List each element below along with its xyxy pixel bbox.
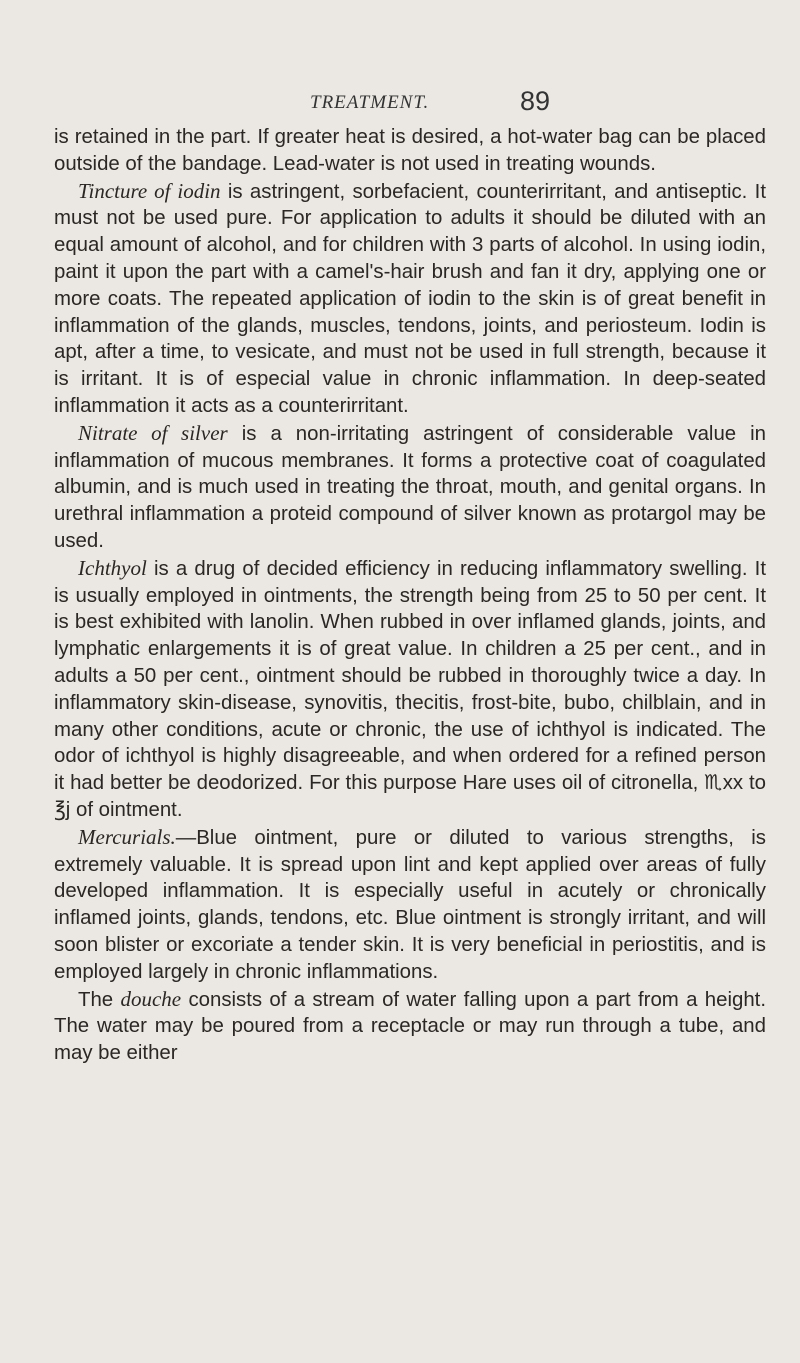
paragraph-ichthyol <box>54 555 766 824</box>
running-head: TREATMENT. <box>310 92 430 113</box>
page-header <box>0 88 800 124</box>
page-number: 89 <box>520 86 551 116</box>
paragraph-term: douche <box>120 986 182 1011</box>
paragraph-term: Tincture of iodin <box>78 178 221 203</box>
paragraph-text: is a drug of decided efficiency in reducing inflammatory swelling. It is usually employed in ointments, the strength being from 25 to 50 per cent. It is best exhibited with lanolin. When rubbed in over inflamed glands, joints, and lymphatic enlargements it is of great value. In children a 25 per cent., and in adults a 50 per cent., ointment should be rubbed in thoroughly twice a day. In inflammatory skin-disease, synovitis, thecitis, frost-bite, bubo, chilblain, and in many other conditions, acute or chronic, the use of ichthyol is indicated. The odor of ichthyol is highly disagreeable, and when ordered for a refined person it had better be deodorized. For this purpose Hare uses oil of citronella, ♏xx to ℥j of ointment. <box>54 557 766 821</box>
body-text <box>54 124 766 1067</box>
paragraph-text: —Blue ointment, pure or diluted to various strengths, is extremely valuable. It is spread upon lint and kept applied over areas of fully developed inflammation. It is especially useful in acutely or chronically inflamed joints, glands, tendons, etc. Blue ointment is strongly irritant, and will soon blister or excoriate a tender skin. It is very beneficial in periostitis, and is employed largely in chronic inflammations. <box>54 826 766 983</box>
paragraph-prefix: The <box>78 988 121 1011</box>
paragraph-douche <box>54 986 766 1067</box>
paragraph-text: consists of a stream of water falling upon a part from a height. The water may be poured from a receptacle or may run through a tube, and may be either <box>54 988 766 1065</box>
paragraph-text: is retained in the part. If greater heat is desired, a hot-water bag can be placed outside of the bandage. Lead-water is not used in treating wounds. <box>54 126 766 175</box>
paragraph-continuation <box>54 124 766 178</box>
paragraph-text: is a non-irritating astringent of considerable value in inflammation of mucous membranes. It forms a protective coat of coagulated albumin, and is much used in treating the throat, mouth, and genital organs. In urethral inflammation a proteid compound of silver known as protargol may be used. <box>54 422 767 552</box>
paragraph-mercurials <box>54 824 766 986</box>
paragraph-term: Nitrate of silver <box>78 420 228 445</box>
paragraph-nitrate-of-silver <box>54 420 766 555</box>
paragraph-term: Mercurials. <box>78 824 176 849</box>
paragraph-tincture-of-iodin <box>54 178 766 420</box>
paragraph-text: is astringent, sorbefacient, counterirritant, and antiseptic. It must not be used pure. For application to adults it should be diluted with an equal amount of alcohol, and for children with 3 parts of alcohol. In using iodin, paint it upon the part with a camel's-hair brush and fan it dry, applying one or more coats. The repeated application of iodin to the skin is of great benefit in inflammation of the glands, muscles, tendons, joints, and periosteum. Iodin is apt, after a time, to vesicate, and must not be used in full strength, because it is irritant. It is of especial value in chronic inflammation. In deep-seated inflammation it acts as a counterirritant. <box>54 180 766 417</box>
paragraph-term: Ichthyol <box>78 555 147 580</box>
